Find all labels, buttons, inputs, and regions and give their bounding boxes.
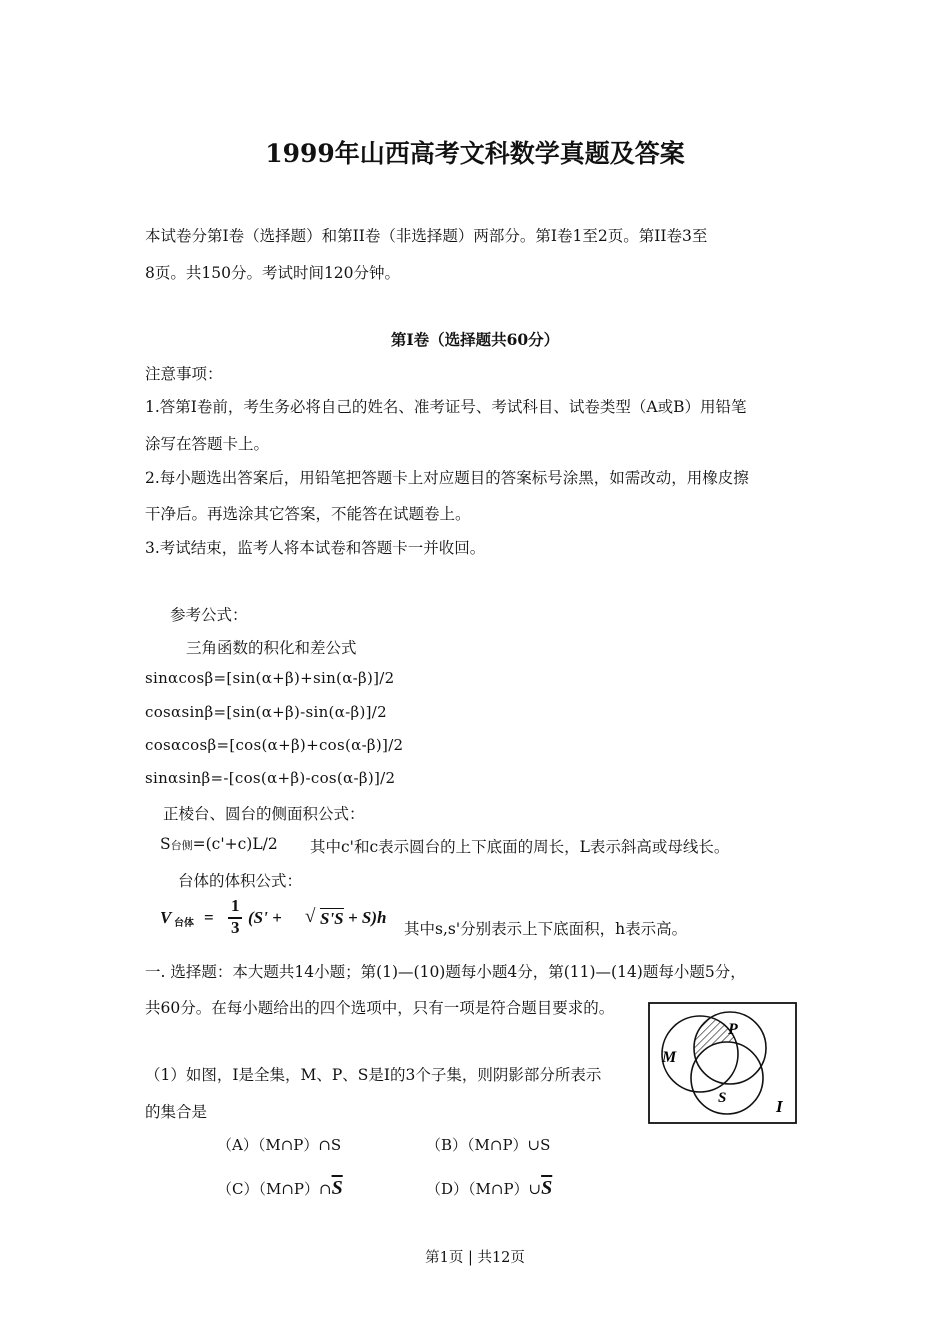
trig-heading: 三角函数的积化和差公式 [186, 639, 357, 657]
volume-body-b: + S)h [348, 908, 387, 927]
venn-label-i: I [776, 1097, 783, 1116]
venn-diagram [648, 1002, 798, 1126]
formula-3: cosαcosβ=[cos(α+β)+cos(α-β)]/2 [145, 736, 404, 754]
q1-option-c-sbar: $\overline{S}$ [331, 1177, 343, 1199]
venn-label-m: M [662, 1049, 677, 1066]
volume-rad: S'S [320, 909, 344, 928]
note-2a: 2.每小题选出答案后，用铅笔把答题卡上对应题目的答案标号涂黑，如需改动，用橡皮擦 [145, 469, 749, 487]
q1-line-2: 的集合是 [145, 1103, 208, 1121]
lateral-s: S [160, 835, 171, 853]
q1-option-d [426, 1177, 552, 1200]
note-3: 3.考试结束，监考人将本试卷和答题卡一并收回。 [145, 539, 486, 557]
sqrt-icon: √ [305, 906, 316, 927]
lateral-rest: =(c'+c)L/2 [192, 835, 278, 853]
intro-line-2: 8页。共150分。考试时间120分钟。 [145, 264, 401, 282]
volume-num: 1 [231, 896, 240, 915]
venn-label-p: P [728, 1021, 738, 1038]
q1-option-c-text: （C）（M∩P）∩ [217, 1180, 332, 1198]
page-title: 1999年山西高考文科数学真题及答案 [265, 139, 685, 168]
formulas-heading: 参考公式： [170, 606, 248, 624]
q1-option-d-text: （D）（M∩P）∪ [426, 1180, 542, 1198]
q1-option-d-sbar: $\overline{S}$ [541, 1177, 553, 1199]
volume-eq: = [204, 908, 214, 927]
formula-4: sinαsinβ=-[cos(α+β)-cos(α-β)]/2 [145, 769, 396, 787]
volume-sub: 台体 [174, 918, 194, 929]
lateral-sub: 台侧 [170, 839, 193, 852]
q1-option-c [217, 1177, 343, 1200]
page-footer: 第1页 | 共12页 [425, 1250, 525, 1266]
volume-v: V [160, 908, 172, 927]
choice-line-2: 共60分。在每小题给出的四个选项中，只有一项是符合题目要求的。 [145, 999, 615, 1017]
note-1a: 1.答第Ⅰ卷前，考生务必将自己的姓名、准考证号、考试科目、试卷类型（A或B）用铅笔 [145, 398, 747, 416]
section-heading: 第Ⅰ卷（选择题共60分） [390, 330, 560, 349]
note-2b: 干净后。再选涂其它答案，不能答在试题卷上。 [145, 505, 471, 523]
formula-1: sinαcosβ=[sin(α+β)+sin(α-β)]/2 [145, 669, 395, 687]
note-1b: 涂写在答题卡上。 [145, 435, 270, 453]
volume-body-a: (S' + [248, 908, 282, 927]
q1-line-1: （1）如图，I是全集，M、P、S是I的3个子集，则阴影部分所表示 [145, 1066, 602, 1084]
volume-note: 其中s,s'分别表示上下底面积，h表示高。 [404, 920, 688, 938]
volume-den: 3 [231, 918, 240, 937]
notes-heading: 注意事项： [145, 365, 223, 383]
lateral-heading: 正棱台、圆台的侧面积公式： [163, 805, 365, 823]
volume-heading: 台体的体积公式： [178, 872, 303, 890]
lateral-formula [160, 835, 278, 853]
lateral-note: 其中c'和c表示圆台的上下底面的周长，L表示斜高或母线长。 [310, 838, 730, 856]
q1-option-a: （A）（M∩P）∩S [217, 1136, 342, 1154]
choice-line-1: 一. 选择题：本大题共14小题；第(1)—(10)题每小题4分，第(11)—(14)题每小题5分， [145, 963, 746, 981]
formula-2: cosαsinβ=[sin(α+β)-sin(α-β)]/2 [145, 703, 387, 721]
q1-option-b: （B）（M∩P）∪S [426, 1136, 551, 1154]
intro-line-1: 本试卷分第Ⅰ卷（选择题）和第II卷（非选择题）两部分。第Ⅰ卷1至2页。第II卷3至 [145, 227, 708, 245]
venn-label-s: S [718, 1090, 727, 1106]
